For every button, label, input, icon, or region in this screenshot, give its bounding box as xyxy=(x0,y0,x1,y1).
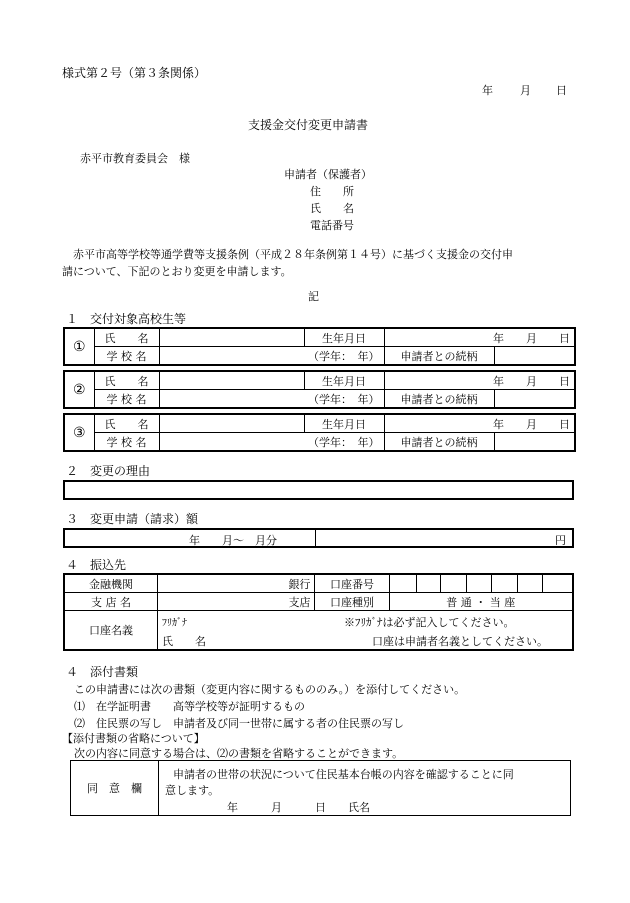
holder-note: 口座は申請者名義としてください。 xyxy=(371,635,548,648)
birth-date-label: 生年月日 xyxy=(304,414,384,433)
section2-heading: ２ 変更の理由 xyxy=(66,464,151,478)
relation-field[interactable] xyxy=(494,347,575,366)
applicant-address-label: 住 所 xyxy=(310,185,354,198)
account-digit[interactable] xyxy=(441,574,466,593)
consent-table xyxy=(70,760,571,816)
amount-box xyxy=(63,528,574,548)
consent-text-2: 意します。 xyxy=(165,784,220,797)
account-digit[interactable] xyxy=(542,574,573,593)
relation-label: 申請者との続柄 xyxy=(384,347,494,366)
student-name-field[interactable] xyxy=(159,414,304,433)
document-title: 支援金交付変更申請書 xyxy=(248,118,369,132)
account-digit[interactable] xyxy=(492,574,517,593)
applicant-heading: 申請者（保護者） xyxy=(284,168,372,181)
account-digit[interactable] xyxy=(466,574,491,593)
student-name-field[interactable] xyxy=(159,371,304,390)
addressee: 赤平市教育委員会 様 xyxy=(80,152,190,165)
attachment-item-2: ⑵ 住民票の写し 申請者及び同一世帯に属する者の住民票の写し xyxy=(74,717,404,730)
body-text-line-2: 請について、下記のとおり変更を申請します。 xyxy=(62,265,292,278)
form-id: 様式第２号（第３条関係） xyxy=(62,66,207,80)
attachments-intro: この申請書には次の書類（変更内容に関するもののみ。）を添付してください。 xyxy=(74,683,466,696)
body-text-line-1: 赤平市高等学校等通学費等支援条例（平成２８年条例第１４号）に基づく支援金の交付申 xyxy=(62,248,513,261)
change-reason-field[interactable] xyxy=(63,480,574,500)
student-number-3: ③ xyxy=(64,414,94,451)
account-type-options[interactable]: 普 通 ・ 当 座 xyxy=(389,593,573,611)
account-digit[interactable] xyxy=(417,574,441,593)
birth-date-field[interactable]: 年 月 日 xyxy=(384,328,575,347)
student-block-3 xyxy=(63,413,576,452)
relation-label: 申請者との続柄 xyxy=(384,390,494,409)
birth-date-label: 生年月日 xyxy=(304,328,384,347)
branch-label: 支 店 名 xyxy=(64,593,157,611)
school-name-label: 学 校 名 xyxy=(94,347,159,366)
date-day: 日 xyxy=(556,84,567,97)
relation-field[interactable] xyxy=(494,390,575,409)
account-type-label: 口座種別 xyxy=(315,593,389,611)
birth-date-field[interactable]: 年 月 日 xyxy=(384,371,575,390)
student-number-1: ① xyxy=(64,328,94,365)
section4-heading: ４ 振込先 xyxy=(66,558,127,572)
branch-field[interactable]: 支店 xyxy=(157,593,314,611)
birth-date-field[interactable]: 年 月 日 xyxy=(384,414,575,433)
student-name-label: 氏 名 xyxy=(94,371,159,390)
omission-heading: 【添付書類の省略について】 xyxy=(62,732,205,745)
applicant-phone-label: 電話番号 xyxy=(310,219,354,232)
amount-field[interactable] xyxy=(321,530,551,546)
bank-field[interactable]: 銀行 xyxy=(157,574,314,593)
relation-label: 申請者との続柄 xyxy=(384,433,494,452)
grade-field[interactable]: （学年： 年） xyxy=(159,433,384,452)
applicant-name-label: 氏 名 xyxy=(310,202,354,215)
section1-heading: １ 交付対象高校生等 xyxy=(66,312,187,326)
student-number-2: ② xyxy=(64,371,94,408)
student-name-label: 氏 名 xyxy=(94,328,159,347)
account-digit[interactable] xyxy=(517,574,542,593)
consent-label: 同 意 欄 xyxy=(71,761,159,816)
grade-field[interactable]: （学年： 年） xyxy=(159,347,384,366)
holder-name-label: 氏 名 xyxy=(161,635,206,648)
furigana-note: ※ﾌﾘｶﾞﾅは必ず記入してください。 xyxy=(343,616,515,629)
section5-heading: ４ 添付書類 xyxy=(66,665,139,679)
holder-label: 口座名義 xyxy=(64,611,157,651)
student-name-label: 氏 名 xyxy=(94,414,159,433)
date-year: 年 xyxy=(482,84,493,97)
account-number-label: 口座番号 xyxy=(315,574,389,593)
yen-label: 円 xyxy=(555,534,566,547)
holder-field[interactable] xyxy=(157,611,573,651)
furigana-label: ﾌﾘｶﾞﾅ xyxy=(161,618,187,629)
birth-date-label: 生年月日 xyxy=(304,371,384,390)
omission-text: 次の内容に同意する場合は、⑵の書類を省略することができます。 xyxy=(74,747,404,760)
ki-label: 記 xyxy=(308,290,319,303)
consent-text-1: 申請者の世帯の状況について住民基本台帳の内容を確認することに同 xyxy=(173,768,514,781)
student-block-1 xyxy=(63,327,576,366)
amount-divider xyxy=(315,530,316,546)
student-name-field[interactable] xyxy=(159,328,304,347)
consent-date-sign: 年 月 日 氏名 xyxy=(227,801,370,814)
relation-field[interactable] xyxy=(494,433,575,452)
date-month: 月 xyxy=(520,84,531,97)
attachment-item-1: ⑴ 在学証明書 高等学校等が証明するもの xyxy=(74,700,305,713)
school-name-label: 学 校 名 xyxy=(94,390,159,409)
account-digit[interactable] xyxy=(389,574,416,593)
grade-field[interactable]: （学年： 年） xyxy=(159,390,384,409)
bank-table xyxy=(63,573,574,651)
consent-field[interactable] xyxy=(159,761,571,816)
school-name-label: 学 校 名 xyxy=(94,433,159,452)
bank-label: 金融機関 xyxy=(64,574,157,593)
student-block-2 xyxy=(63,370,576,409)
amount-period: 年 月～ 月分 xyxy=(189,534,277,547)
section3-heading: ３ 変更申請（請求）額 xyxy=(66,512,199,526)
